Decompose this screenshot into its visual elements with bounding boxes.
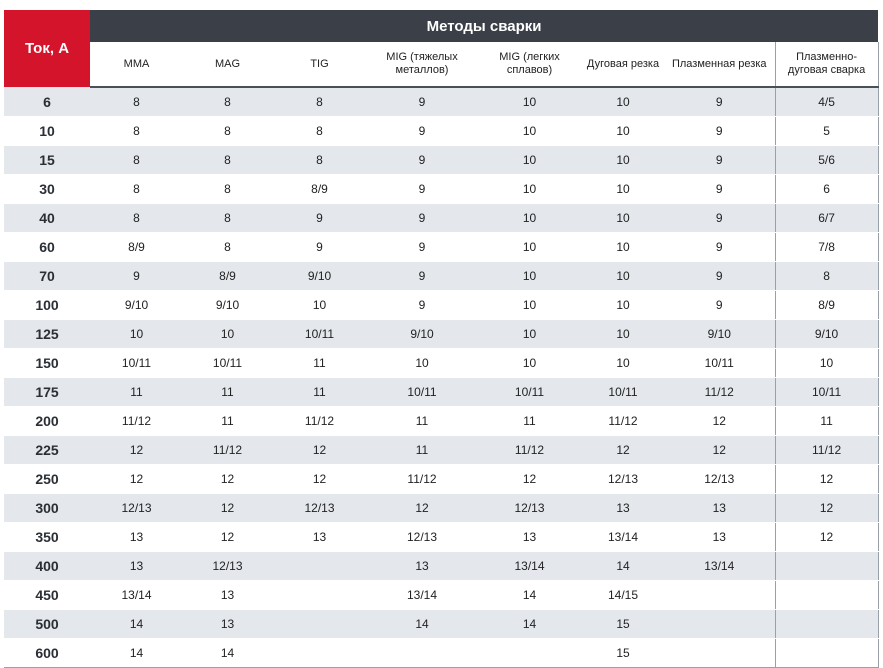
shade-cell: 13	[477, 523, 582, 552]
shade-cell: 11	[272, 378, 367, 407]
current-cell: 40	[4, 204, 90, 233]
shade-cell: 8/9	[183, 262, 272, 291]
shade-cell: 10	[477, 262, 582, 291]
shade-cell: 12/13	[664, 465, 775, 494]
table-row	[4, 581, 878, 610]
shade-cell: 7/8	[775, 233, 878, 262]
shade-cell: 12	[582, 436, 664, 465]
current-cell: 100	[4, 291, 90, 320]
current-cell: 500	[4, 610, 90, 639]
shade-cell: 10	[477, 349, 582, 378]
shade-cell: 10	[477, 117, 582, 146]
shade-cell: 8/9	[272, 175, 367, 204]
shade-cell: 9	[367, 87, 477, 117]
shade-cell: 13	[664, 523, 775, 552]
shade-cell: 4/5	[775, 87, 878, 117]
welding-shade-table	[4, 10, 879, 668]
shade-cell: 13	[183, 581, 272, 610]
shade-cell: 6	[775, 175, 878, 204]
current-cell: 200	[4, 407, 90, 436]
shade-cell: 14	[477, 610, 582, 639]
shade-cell: 8	[183, 233, 272, 262]
shade-cell: 13/14	[90, 581, 183, 610]
shade-cell: 13	[582, 494, 664, 523]
shade-cell: 9	[367, 291, 477, 320]
shade-cell: 9	[664, 175, 775, 204]
shade-cell: 11	[367, 436, 477, 465]
shade-cell: 9	[367, 146, 477, 175]
shade-cell: 9	[90, 262, 183, 291]
shade-cell: 10	[477, 233, 582, 262]
shade-cell: 9	[664, 233, 775, 262]
shade-cell: 11	[183, 407, 272, 436]
current-cell: 10	[4, 117, 90, 146]
shade-cell: 8/9	[90, 233, 183, 262]
shade-cell: 8	[183, 175, 272, 204]
shade-cell: 12	[775, 465, 878, 494]
table-row	[4, 378, 878, 407]
shade-cell: 10/11	[367, 378, 477, 407]
shade-cell: 8	[90, 146, 183, 175]
shade-cell	[272, 639, 367, 668]
shade-cell: 10	[477, 291, 582, 320]
shade-cell: 14	[477, 581, 582, 610]
shade-cell: 8	[183, 117, 272, 146]
shade-cell: 11/12	[367, 465, 477, 494]
current-cell: 175	[4, 378, 90, 407]
shade-cell: 10	[582, 349, 664, 378]
shade-cell: 11/12	[664, 378, 775, 407]
table-row	[4, 349, 878, 378]
current-cell: 400	[4, 552, 90, 581]
shade-cell: 10	[582, 87, 664, 117]
table-row	[4, 552, 878, 581]
shade-cell	[272, 552, 367, 581]
shade-cell: 12	[775, 494, 878, 523]
shade-cell: 9	[367, 117, 477, 146]
shade-cell: 9	[664, 204, 775, 233]
shade-cell: 12/13	[367, 523, 477, 552]
shade-cell: 10	[272, 291, 367, 320]
shade-cell: 10	[582, 320, 664, 349]
table-row	[4, 610, 878, 639]
shade-cell: 14	[582, 552, 664, 581]
table-row	[4, 87, 878, 117]
shade-cell: 8	[183, 204, 272, 233]
shade-cell: 9/10	[272, 262, 367, 291]
shade-cell: 13	[90, 552, 183, 581]
table-row	[4, 320, 878, 349]
method-header-row	[4, 42, 878, 87]
shade-cell: 9	[664, 87, 775, 117]
table-row	[4, 436, 878, 465]
shade-cell	[775, 639, 878, 668]
shade-cell: 10	[477, 204, 582, 233]
method-header: MMA	[90, 42, 183, 87]
table-row	[4, 117, 878, 146]
current-column-header: Ток, А	[4, 10, 90, 87]
shade-cell: 6/7	[775, 204, 878, 233]
shade-cell: 15	[582, 639, 664, 668]
shade-cell: 10	[183, 320, 272, 349]
welding-table-container	[4, 10, 878, 668]
current-cell: 250	[4, 465, 90, 494]
methods-title: Методы сварки	[90, 10, 878, 42]
shade-cell: 9	[367, 204, 477, 233]
shade-cell: 11	[775, 407, 878, 436]
shade-cell: 10	[90, 320, 183, 349]
shade-cell: 10	[477, 87, 582, 117]
current-cell: 125	[4, 320, 90, 349]
shade-cell: 11	[477, 407, 582, 436]
method-header: Плазменно-дуговая сварка	[775, 42, 878, 87]
shade-cell: 10/11	[477, 378, 582, 407]
shade-cell: 10	[582, 291, 664, 320]
table-row	[4, 146, 878, 175]
shade-cell: 8	[272, 117, 367, 146]
shade-cell: 8	[775, 262, 878, 291]
shade-cell: 13	[272, 523, 367, 552]
shade-cell: 12	[90, 465, 183, 494]
shade-cell: 11	[272, 349, 367, 378]
shade-cell: 13/14	[367, 581, 477, 610]
shade-cell	[664, 639, 775, 668]
shade-cell: 8	[272, 87, 367, 117]
table-row	[4, 204, 878, 233]
shade-cell	[664, 610, 775, 639]
shade-cell: 9	[272, 233, 367, 262]
table-row	[4, 494, 878, 523]
shade-cell: 12	[272, 465, 367, 494]
method-header: Плазменная резка	[664, 42, 775, 87]
shade-cell: 13/14	[582, 523, 664, 552]
shade-cell: 13	[183, 610, 272, 639]
shade-cell: 10	[582, 262, 664, 291]
shade-cell: 8	[272, 146, 367, 175]
shade-cell: 14	[90, 639, 183, 668]
current-cell: 450	[4, 581, 90, 610]
shade-cell: 10	[582, 175, 664, 204]
current-cell: 300	[4, 494, 90, 523]
shade-cell: 13	[90, 523, 183, 552]
shade-cell: 9	[664, 291, 775, 320]
shade-cell	[775, 610, 878, 639]
shade-cell: 15	[582, 610, 664, 639]
shade-cell: 12/13	[272, 494, 367, 523]
shade-cell: 8	[183, 87, 272, 117]
current-cell: 60	[4, 233, 90, 262]
method-header: TIG	[272, 42, 367, 87]
shade-cell: 10	[477, 320, 582, 349]
shade-cell: 9	[664, 146, 775, 175]
shade-cell: 12	[183, 523, 272, 552]
shade-cell: 5	[775, 117, 878, 146]
table-row	[4, 465, 878, 494]
shade-cell	[272, 581, 367, 610]
current-cell: 600	[4, 639, 90, 668]
shade-cell: 14	[90, 610, 183, 639]
shade-cell: 12/13	[90, 494, 183, 523]
shade-cell: 13/14	[664, 552, 775, 581]
shade-cell: 10/11	[664, 349, 775, 378]
current-cell: 30	[4, 175, 90, 204]
shade-cell	[477, 639, 582, 668]
shade-cell: 12	[272, 436, 367, 465]
shade-cell: 14	[367, 610, 477, 639]
shade-cell: 9	[367, 175, 477, 204]
shade-cell: 9/10	[664, 320, 775, 349]
shade-cell: 12	[664, 407, 775, 436]
shade-cell	[775, 552, 878, 581]
shade-cell: 8	[183, 146, 272, 175]
shade-cell: 13	[367, 552, 477, 581]
shade-cell	[367, 639, 477, 668]
shade-cell: 9	[367, 262, 477, 291]
shade-cell: 9	[664, 262, 775, 291]
shade-cell: 13	[664, 494, 775, 523]
table-row	[4, 407, 878, 436]
shade-cell: 13/14	[477, 552, 582, 581]
shade-cell: 9/10	[775, 320, 878, 349]
shade-cell: 12/13	[183, 552, 272, 581]
shade-cell: 10	[582, 204, 664, 233]
shade-cell: 9	[272, 204, 367, 233]
current-cell: 225	[4, 436, 90, 465]
shade-cell: 10	[582, 233, 664, 262]
shade-cell: 9/10	[183, 291, 272, 320]
shade-cell: 11/12	[477, 436, 582, 465]
shade-cell: 10/11	[90, 349, 183, 378]
shade-cell: 12	[367, 494, 477, 523]
table-row	[4, 523, 878, 552]
shade-cell: 10	[582, 146, 664, 175]
shade-cell: 10	[775, 349, 878, 378]
shade-cell: 8	[90, 87, 183, 117]
shade-cell: 11	[367, 407, 477, 436]
shade-cell: 10/11	[582, 378, 664, 407]
current-cell: 15	[4, 146, 90, 175]
method-header: MIG (тяжелых металлов)	[367, 42, 477, 87]
table-body	[4, 87, 878, 668]
table-row	[4, 639, 878, 668]
method-header: MIG (легких сплавов)	[477, 42, 582, 87]
shade-cell: 12	[477, 465, 582, 494]
shade-cell: 10	[582, 117, 664, 146]
shade-cell: 10/11	[775, 378, 878, 407]
table-header	[4, 10, 878, 87]
current-cell: 70	[4, 262, 90, 291]
shade-cell: 11/12	[582, 407, 664, 436]
shade-cell	[272, 610, 367, 639]
shade-cell: 12/13	[477, 494, 582, 523]
shade-cell: 9	[367, 233, 477, 262]
table-row	[4, 175, 878, 204]
shade-cell: 5/6	[775, 146, 878, 175]
shade-cell: 10/11	[272, 320, 367, 349]
shade-cell	[664, 581, 775, 610]
shade-cell: 12	[775, 523, 878, 552]
shade-cell: 10	[367, 349, 477, 378]
shade-cell: 9	[664, 117, 775, 146]
shade-cell: 12	[183, 494, 272, 523]
shade-cell: 11	[90, 378, 183, 407]
shade-cell: 12	[183, 465, 272, 494]
current-cell: 150	[4, 349, 90, 378]
method-header: MAG	[183, 42, 272, 87]
shade-cell: 11/12	[775, 436, 878, 465]
shade-cell: 11/12	[90, 407, 183, 436]
current-cell: 6	[4, 87, 90, 117]
shade-cell: 8/9	[775, 291, 878, 320]
shade-cell: 10/11	[183, 349, 272, 378]
shade-cell: 11/12	[183, 436, 272, 465]
table-row	[4, 233, 878, 262]
shade-cell: 14/15	[582, 581, 664, 610]
current-cell: 350	[4, 523, 90, 552]
shade-cell: 10	[477, 146, 582, 175]
shade-cell	[775, 581, 878, 610]
shade-cell: 12	[664, 436, 775, 465]
shade-cell: 12/13	[582, 465, 664, 494]
shade-cell: 9/10	[90, 291, 183, 320]
shade-cell: 14	[183, 639, 272, 668]
shade-cell: 10	[477, 175, 582, 204]
method-header: Дуговая резка	[582, 42, 664, 87]
shade-cell: 9/10	[367, 320, 477, 349]
table-row	[4, 291, 878, 320]
shade-cell: 12	[90, 436, 183, 465]
shade-cell: 11	[183, 378, 272, 407]
table-row	[4, 262, 878, 291]
shade-cell: 8	[90, 175, 183, 204]
shade-cell: 11/12	[272, 407, 367, 436]
shade-cell: 8	[90, 204, 183, 233]
shade-cell: 8	[90, 117, 183, 146]
